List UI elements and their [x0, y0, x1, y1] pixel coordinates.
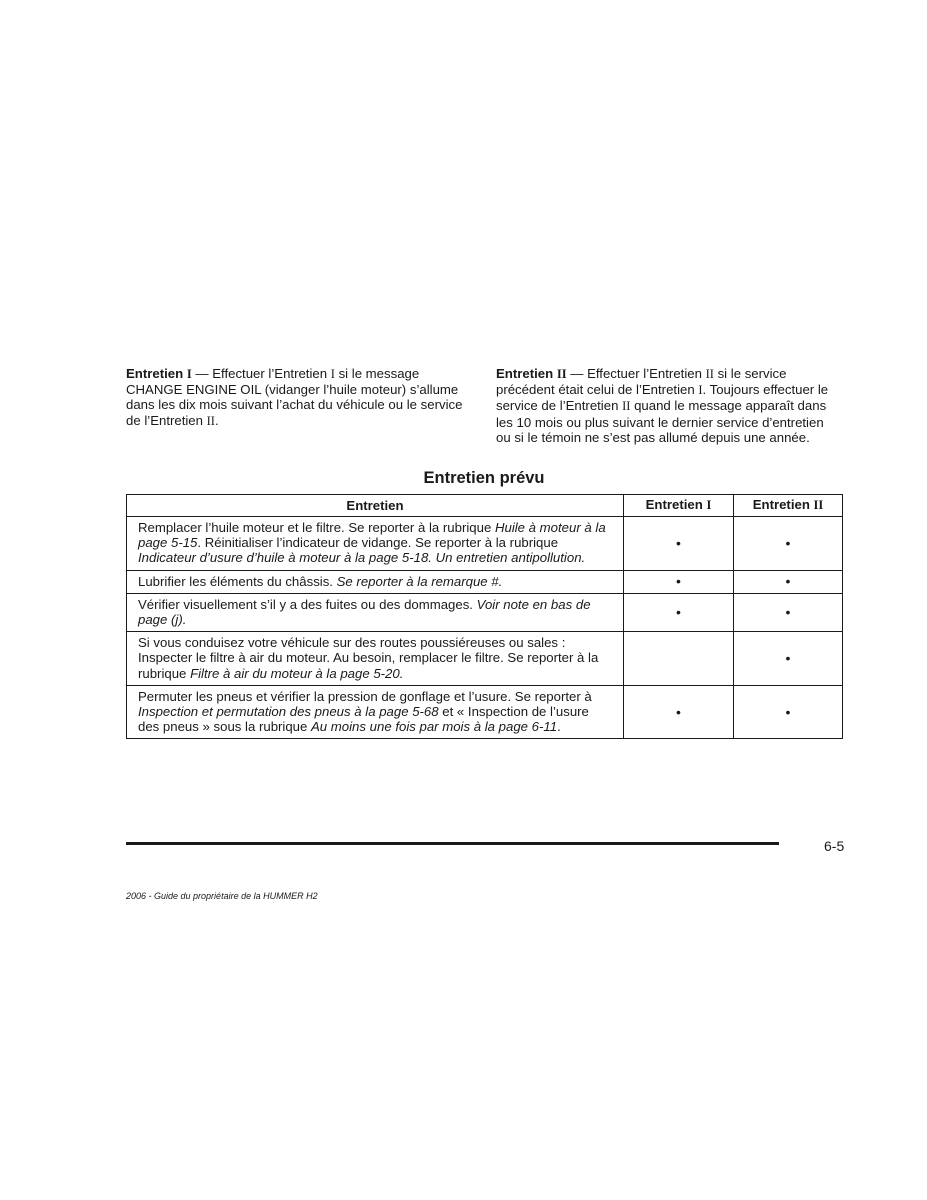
intro-paragraph-entretien-1: Entretien I — Effectuer l’Entretien I si le message CHANGE ENGINE OIL (vidanger l’huile moteur) s’allume dans les dix mois suivant l’achat du véhicule ou le service de l’Entretien II. — [126, 366, 463, 428]
task-description: Lubrifier les éléments du châssis. Se reporter à la remarque #. — [127, 570, 624, 593]
footer-text: 2006 - Guide du propriétaire de la HUMMER H2 — [126, 891, 318, 901]
intro-term: Entretien I — [126, 366, 192, 381]
intro-term: Entretien II — [496, 366, 567, 381]
task-description: Vérifier visuellement s’il y a des fuites ou des dommages. Voir note en bas de page (j). — [127, 593, 624, 631]
bullet-entretien-2: • — [734, 570, 843, 593]
table-row — [127, 570, 843, 593]
intro-paragraph-entretien-2: Entretien II — Effectuer l’Entretien II si le service précédent était celui de l’Entretien I. Toujours effectuer le service de l’Entretien II quand le message apparaît dans les 10 mois ou plus suivant le dernier service d’entretien ou si le témoin ne s’est pas allumé depuis une année. — [496, 366, 829, 445]
bullet-entretien-2: • — [734, 593, 843, 631]
table-row — [127, 593, 843, 631]
task-description: Remplacer l’huile moteur et le filtre. Se reporter à la rubrique Huile à moteur à la page 5-15. Réinitialiser l’indicateur de vidange. Se reporter à la rubrique Indicateur d’usure d’huile à moteur à la page 5-18. Un entretien antipollution. — [127, 517, 624, 571]
header-entretien-1: Entretien I — [624, 495, 734, 517]
footer-rule — [126, 842, 779, 845]
page-number: 6-5 — [824, 838, 845, 854]
bullet-entretien-2: • — [734, 632, 843, 686]
bullet-entretien-1: • — [624, 685, 734, 739]
section-title: Entretien prévu — [423, 469, 545, 487]
bullet-entretien-2: • — [734, 517, 843, 571]
header-task: Entretien — [127, 495, 624, 517]
bullet-entretien-2: • — [734, 685, 843, 739]
bullet-entretien-1: • — [624, 570, 734, 593]
bullet-entretien-1: • — [624, 517, 734, 571]
bullet-entretien-1 — [624, 632, 734, 686]
header-entretien-2: Entretien II — [734, 495, 843, 517]
table-header-row — [127, 495, 843, 517]
bullet-entretien-1: • — [624, 593, 734, 631]
maintenance-schedule-table — [126, 494, 843, 739]
task-description: Si vous conduisez votre véhicule sur des routes poussiéreuses ou sales : Inspecter le filtre à air du moteur. Au besoin, remplacer le filtre. Se reporter à la rubrique Filtre à air du moteur à la page 5-20. — [127, 632, 624, 686]
task-description: Permuter les pneus et vérifier la pression de gonflage et l’usure. Se reporter à Inspection et permutation des pneus à la page 5-68 et « Inspection de l’usure des pneus » sous la rubrique Au moins une fois par mois à la page 6-11. — [127, 685, 624, 739]
table-row — [127, 632, 843, 686]
table-row — [127, 685, 843, 739]
table-row — [127, 517, 843, 571]
